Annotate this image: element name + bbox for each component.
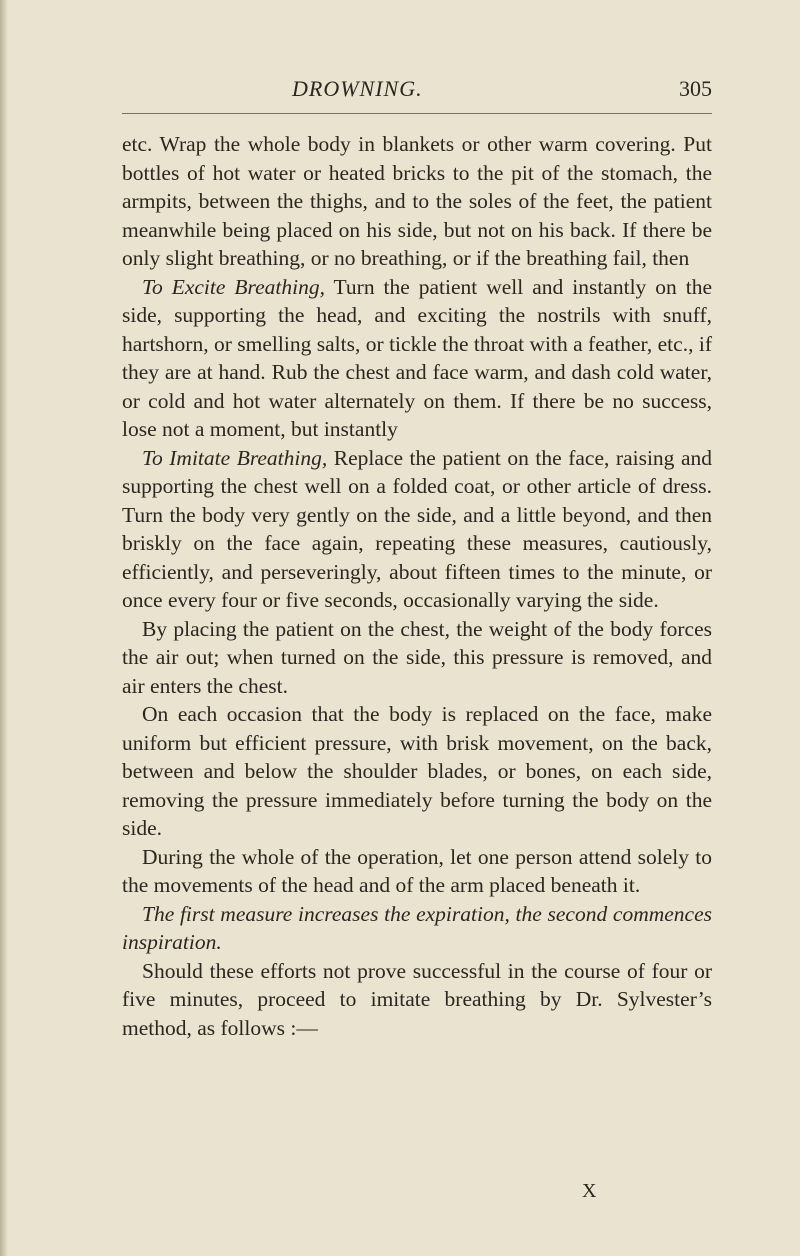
paragraph-text: Should these efforts not prove successful in the course of four or five minutes, proceed to imitate breathing by Dr. Sylvester’s method, as follows :— [122, 958, 712, 1040]
italic-note: The first measure increases the expiration, the second commences inspiration. [122, 901, 712, 954]
paragraph-text: During the whole of the operation, let one person attend solely to the movements of the head and of the arm placed beneath it. [122, 844, 712, 897]
page-edge [0, 0, 8, 1256]
body-text [122, 130, 712, 1042]
section-lead-imitate-breathing: To Imitate Breathing, [142, 445, 328, 470]
paragraph-text: By placing the patient on the chest, the weight of the body forces the air out; when turned on the side, this pressure is removed, and air enters the chest. [122, 616, 712, 698]
header-rule [122, 113, 712, 114]
section-lead-excite-breathing: To Excite Breathing, [142, 274, 325, 299]
page-number: 305 [679, 76, 712, 101]
paragraph [122, 957, 712, 1043]
paragraph-text: Replace the patient on the face, raising and supporting the chest well on a folded coat, or other article of dress. Turn the body very gently on the side, and a little beyond, and then briskly on the face again, repeating these measures, cautiously, efficiently, and perseveringly, about fifteen times to the minute, or once every four or five seconds, occasionally varying the side. [122, 445, 712, 612]
page-header [122, 76, 712, 110]
paragraph-text: Turn the patient well and instantly on the side, supporting the head, and exciting the nostrils with snuff, hartshorn, or smelling salts, or tickle the throat with a feather, etc., if they are at hand. Rub the chest and face warm, and dash cold water, or cold and hot water alternately on them. If there be no success, lose not a moment, but instantly [122, 274, 712, 441]
paragraph [122, 900, 712, 957]
paragraph [122, 843, 712, 900]
paragraph [122, 700, 712, 843]
running-head: DROWNING. [292, 76, 423, 101]
paragraph [122, 444, 712, 615]
paragraph-text: etc. Wrap the whole body in blankets or other warm covering. Put bottles of hot water or heated bricks to the pit of the stomach, the armpits, between the thighs, and to the soles of the feet, the patient meanwhile being placed on his side, but not on his back. If there be only slight breathing, or no breathing, or if the breathing fail, then [122, 132, 712, 270]
paragraph [122, 615, 712, 701]
paragraph-text: On each occasion that the body is replaced on the face, make uniform but efficient pressure, with brisk movement, on the back, between and below the shoulder blades, or bones, on each side, removing the pressure immediately before turning the body on the side. [122, 702, 712, 840]
paragraph [122, 130, 712, 273]
signature-mark: X [582, 1180, 597, 1202]
paragraph [122, 273, 712, 444]
